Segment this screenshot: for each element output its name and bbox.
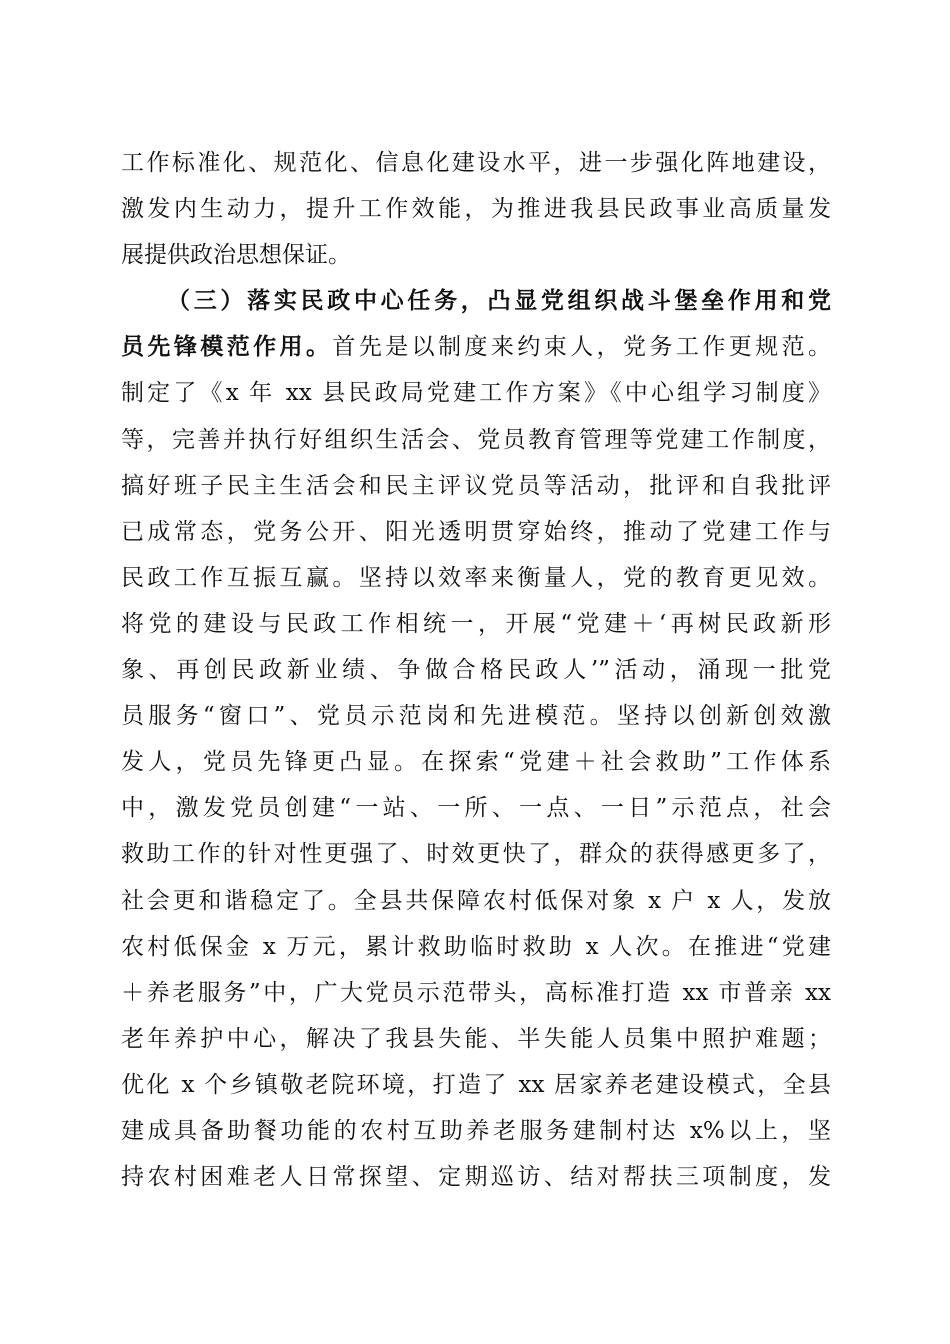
text-line: 等，完善并执行好组织生活会、党员教育管理等党建工作制度，	[121, 426, 831, 453]
text-line: 建成具备助餐功能的农村互助养老服务建制村达 x%以上，坚	[121, 1117, 831, 1144]
text-line: 民政工作互振互赢。坚持以效率来衡量人，党的教育更见效。	[121, 564, 831, 591]
text-line: 将党的建设与民政工作相统一，开展“党建＋‘再树民政新形	[121, 610, 831, 637]
text-line: 制定了《x 年 xx 县民政局党建工作方案》《中心组学习制度》	[121, 380, 831, 407]
text-line: 工作标准化、规范化、信息化建设水平，进一步强化阵地建设，	[121, 150, 831, 176]
text-line: 展提供政治思想保证。	[121, 242, 351, 269]
text-line: 救助工作的针对性更强了、时效更快了，群众的获得感更多了，	[121, 841, 831, 868]
text-line: 社会更和谐稳定了。全县共保障农村低保对象 x 户 x 人，发放	[121, 887, 831, 914]
section-heading-end: 员先锋模范作用。	[121, 333, 333, 361]
text-line: 持农村困难老人日常探望、定期巡访、结对帮扶三项制度，发	[121, 1164, 831, 1191]
text-line: 发人，党员先锋更凸显。在探索“党建＋社会救助”工作体系	[121, 749, 831, 776]
text-line: 已成常态，党务公开、阳光透明贯穿始终，推动了党建工作与	[121, 518, 831, 545]
text-line: 象、再创民政新业绩、争做合格民政人’”活动，涌现一批党	[121, 657, 831, 684]
text-line: 老年养护中心，解决了我县失能、半失能人员集中照护难题；	[121, 1025, 831, 1052]
text-line: 优化 x 个乡镇敬老院环境，打造了 xx 居家养老建设模式，全县	[121, 1071, 831, 1098]
text-line	[121, 1200, 831, 1246]
section-heading-line: （三）落实民政中心任务，凸显党组织战斗堡垒作用和党	[167, 287, 831, 315]
text-line: 农村低保金 x 万元，累计救助临时救助 x 人次。在推进“党建	[121, 933, 831, 960]
text-line: 中，激发党员创建“一站、一所、一点、一日”示范点，社会	[121, 795, 831, 822]
text-line: 员服务“窗口”、党员示范岗和先进模范。坚持以创新创效激	[121, 703, 831, 730]
text-line	[121, 324, 831, 370]
document-body	[121, 140, 831, 1246]
sentence-text: 首先是以制度来约束人，党务工作更规范。	[332, 334, 831, 361]
text-line: 搞好班子民主生活会和民主评议党员等活动，批评和自我批评	[121, 472, 831, 499]
text-line: ＋养老服务”中，广大党员示范带头，高标准打造 xx 市普亲 xx	[121, 979, 831, 1006]
text-line: 激发内生动力，提升工作效能，为推进我县民政事业高质量发	[121, 196, 831, 223]
